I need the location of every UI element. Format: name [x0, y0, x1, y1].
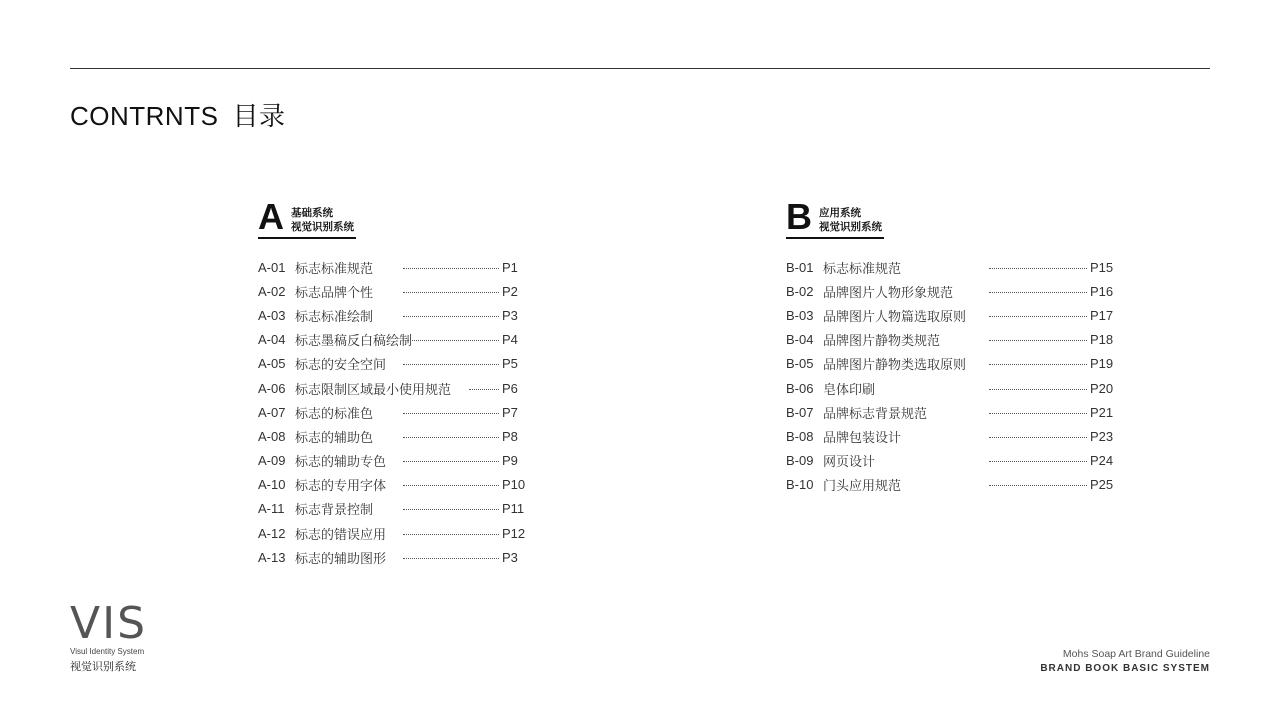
toc-leader-dots: [403, 485, 499, 486]
toc-entry-page: P8: [502, 428, 518, 444]
toc-entry: [258, 449, 598, 473]
toc-entry-code: A-04: [258, 332, 286, 348]
page-title: [70, 96, 285, 133]
toc-entry-code: A-03: [258, 307, 286, 323]
toc-entry-label: 标志背景控制: [295, 502, 374, 518]
toc-entry: [786, 352, 1116, 376]
toc-entry: [786, 328, 1116, 352]
toc-entry: [258, 376, 598, 400]
vis-subtitle-zh: 视觉识别系统: [70, 661, 136, 673]
toc-entry-label: 品牌包装设计: [823, 429, 902, 445]
toc-entry-page: P4: [502, 332, 518, 348]
toc-leader-dots: [403, 292, 499, 293]
toc-entry-code: B-01: [786, 259, 814, 275]
vis-wordmark: VIS: [70, 598, 148, 649]
toc-entry-label: 品牌图片人物形象规范: [823, 284, 954, 300]
toc-entry-page: P20: [1090, 380, 1114, 396]
toc-entry-page: P3: [502, 307, 518, 323]
toc-entry: [258, 328, 598, 352]
toc-entry: [786, 424, 1116, 448]
toc-entry-code: B-10: [786, 477, 814, 493]
toc-entry-label: 标志标准绘制: [295, 308, 374, 324]
toc-leader-dots: [403, 461, 499, 462]
toc-leader-dots: [403, 558, 499, 559]
toc-entry: [258, 424, 598, 448]
toc-entry: [258, 279, 598, 303]
toc-entry-page: P2: [502, 283, 518, 299]
footer-guideline-title: Mohs Soap Art Brand Guideline: [1062, 648, 1210, 660]
toc-entry: [786, 303, 1116, 327]
toc-leader-dots: [989, 316, 1087, 317]
toc-entry-code: A-06: [258, 380, 286, 396]
toc-leader-dots: [403, 268, 499, 269]
toc-leader-dots: [989, 364, 1087, 365]
toc-entry: [258, 545, 598, 569]
toc-entry-label: 标志墨稿反白稿绘制: [295, 333, 413, 349]
toc-entry-code: A-01: [258, 259, 286, 275]
toc-leader-dots: [989, 268, 1087, 269]
toc-leader-dots: [989, 485, 1087, 486]
toc-entry-page: P10: [502, 477, 526, 493]
page-title-en: CONTRNTS: [70, 101, 219, 131]
toc-entry-label: 标志的辅助色: [295, 429, 374, 445]
toc-leader-dots: [403, 413, 499, 414]
toc-entry: [258, 400, 598, 424]
toc-leader-dots: [989, 389, 1087, 390]
toc-entry: [786, 473, 1116, 497]
toc-entry: [786, 255, 1116, 279]
toc-entry-page: P24: [1090, 453, 1114, 469]
section-b: [786, 196, 1116, 497]
toc-entry-label: 标志的标准色: [295, 405, 374, 421]
toc-entry-page: P12: [502, 525, 526, 541]
toc-leader-dots: [989, 413, 1087, 414]
toc-leader-dots: [989, 437, 1087, 438]
footer-guideline-system: BRAND BOOK BASIC SYSTEM: [1040, 663, 1210, 674]
toc-entry: [786, 400, 1116, 424]
toc-entry-code: B-07: [786, 404, 814, 420]
toc-entry-code: A-09: [258, 453, 286, 469]
toc-entry-page: P21: [1090, 404, 1114, 420]
toc-entry-label: 品牌图片静物类规范: [823, 333, 941, 349]
section-a-toc: [258, 255, 598, 569]
section-a-titles: [291, 206, 354, 234]
toc-entry-code: A-07: [258, 404, 286, 420]
toc-entry-code: A-11: [258, 501, 285, 517]
section-b-subtitle: 视觉识别系统: [819, 221, 882, 233]
toc-leader-dots: [469, 389, 499, 390]
toc-entry-code: B-06: [786, 380, 814, 396]
page-title-zh: 目录: [232, 101, 286, 131]
toc-entry-code: A-12: [258, 525, 286, 541]
toc-entry-label: 标志限制区域最小使用规范: [295, 381, 452, 397]
toc-leader-dots: [403, 364, 499, 365]
section-b-header: [786, 196, 1116, 241]
toc-entry-label: 标志标准规范: [823, 260, 902, 276]
toc-entry-label: 标志的专用字体: [295, 478, 387, 494]
toc-entry-code: A-10: [258, 477, 286, 493]
section-b-letter: B: [786, 196, 812, 237]
section-a-header: [258, 196, 598, 241]
toc-entry-label: 标志品牌个性: [295, 284, 374, 300]
footer-guideline: [1040, 648, 1210, 674]
toc-entry: [786, 449, 1116, 473]
toc-entry: [258, 473, 598, 497]
section-b-titles: [819, 206, 882, 234]
toc-leader-dots: [403, 534, 499, 535]
toc-entry-label: 标志的错误应用: [295, 526, 387, 542]
section-a-letter: A: [258, 196, 284, 237]
toc-entry-code: A-13: [258, 549, 286, 565]
toc-entry-page: P11: [502, 501, 525, 517]
toc-entry-page: P1: [502, 259, 518, 275]
toc-entry-label: 皂体印刷: [823, 381, 876, 397]
toc-entry-code: B-08: [786, 428, 814, 444]
toc-entry-code: B-03: [786, 307, 814, 323]
toc-entry-page: P19: [1090, 356, 1114, 372]
vis-subtitle-en: Visul Identity System: [70, 647, 145, 656]
toc-entry: [258, 352, 598, 376]
toc-entry-page: P17: [1090, 307, 1114, 323]
toc-entry-page: P16: [1090, 283, 1114, 299]
toc-entry-label: 标志标准规范: [295, 260, 374, 276]
toc-entry-code: B-04: [786, 332, 814, 348]
toc-entry-label: 品牌标志背景规范: [823, 405, 928, 421]
section-b-underline: [786, 237, 884, 239]
toc-entry: [258, 521, 598, 545]
toc-entry-label: 品牌图片人物篇选取原则: [823, 308, 967, 324]
toc-entry-code: A-02: [258, 283, 286, 299]
toc-entry-label: 标志的辅助图形: [295, 550, 387, 566]
toc-entry: [786, 376, 1116, 400]
toc-entry-code: A-08: [258, 428, 286, 444]
toc-entry-code: B-05: [786, 356, 814, 372]
toc-entry: [258, 497, 598, 521]
toc-entry-page: P9: [502, 453, 518, 469]
toc-leader-dots: [403, 316, 499, 317]
toc-leader-dots: [989, 461, 1087, 462]
vis-logo-block: [70, 598, 148, 674]
toc-entry-page: P18: [1090, 332, 1114, 348]
toc-entry-page: P23: [1090, 428, 1114, 444]
toc-entry: [258, 255, 598, 279]
section-a-underline: [258, 237, 356, 239]
section-b-title: 应用系统: [819, 207, 861, 219]
toc-entry-label: 标志的安全空间: [295, 357, 387, 373]
toc-entry: [786, 279, 1116, 303]
toc-entry-label: 网页设计: [823, 454, 876, 470]
toc-entry-code: A-05: [258, 356, 286, 372]
section-a-title: 基础系统: [291, 207, 333, 219]
toc-entry-code: B-02: [786, 283, 814, 299]
toc-entry-code: B-09: [786, 453, 814, 469]
toc-entry-page: P15: [1090, 259, 1114, 275]
toc-entry-page: P5: [502, 356, 518, 372]
toc-leader-dots: [989, 340, 1087, 341]
top-divider: [70, 68, 1210, 69]
toc-entry-page: P3: [502, 549, 518, 565]
section-b-toc: [786, 255, 1116, 497]
toc-entry: [258, 303, 598, 327]
toc-leader-dots: [403, 437, 499, 438]
section-a-subtitle: 视觉识别系统: [291, 221, 354, 233]
toc-entry-label: 门头应用规范: [823, 478, 902, 494]
toc-entry-label: 品牌图片静物类选取原则: [823, 357, 967, 373]
toc-leader-dots: [403, 509, 499, 510]
toc-entry-page: P25: [1090, 477, 1114, 493]
toc-entry-label: 标志的辅助专色: [295, 454, 387, 470]
toc-leader-dots: [407, 340, 499, 341]
section-a: [258, 196, 598, 569]
toc-entry-page: P6: [502, 380, 518, 396]
toc-leader-dots: [989, 292, 1087, 293]
toc-entry-page: P7: [502, 404, 518, 420]
